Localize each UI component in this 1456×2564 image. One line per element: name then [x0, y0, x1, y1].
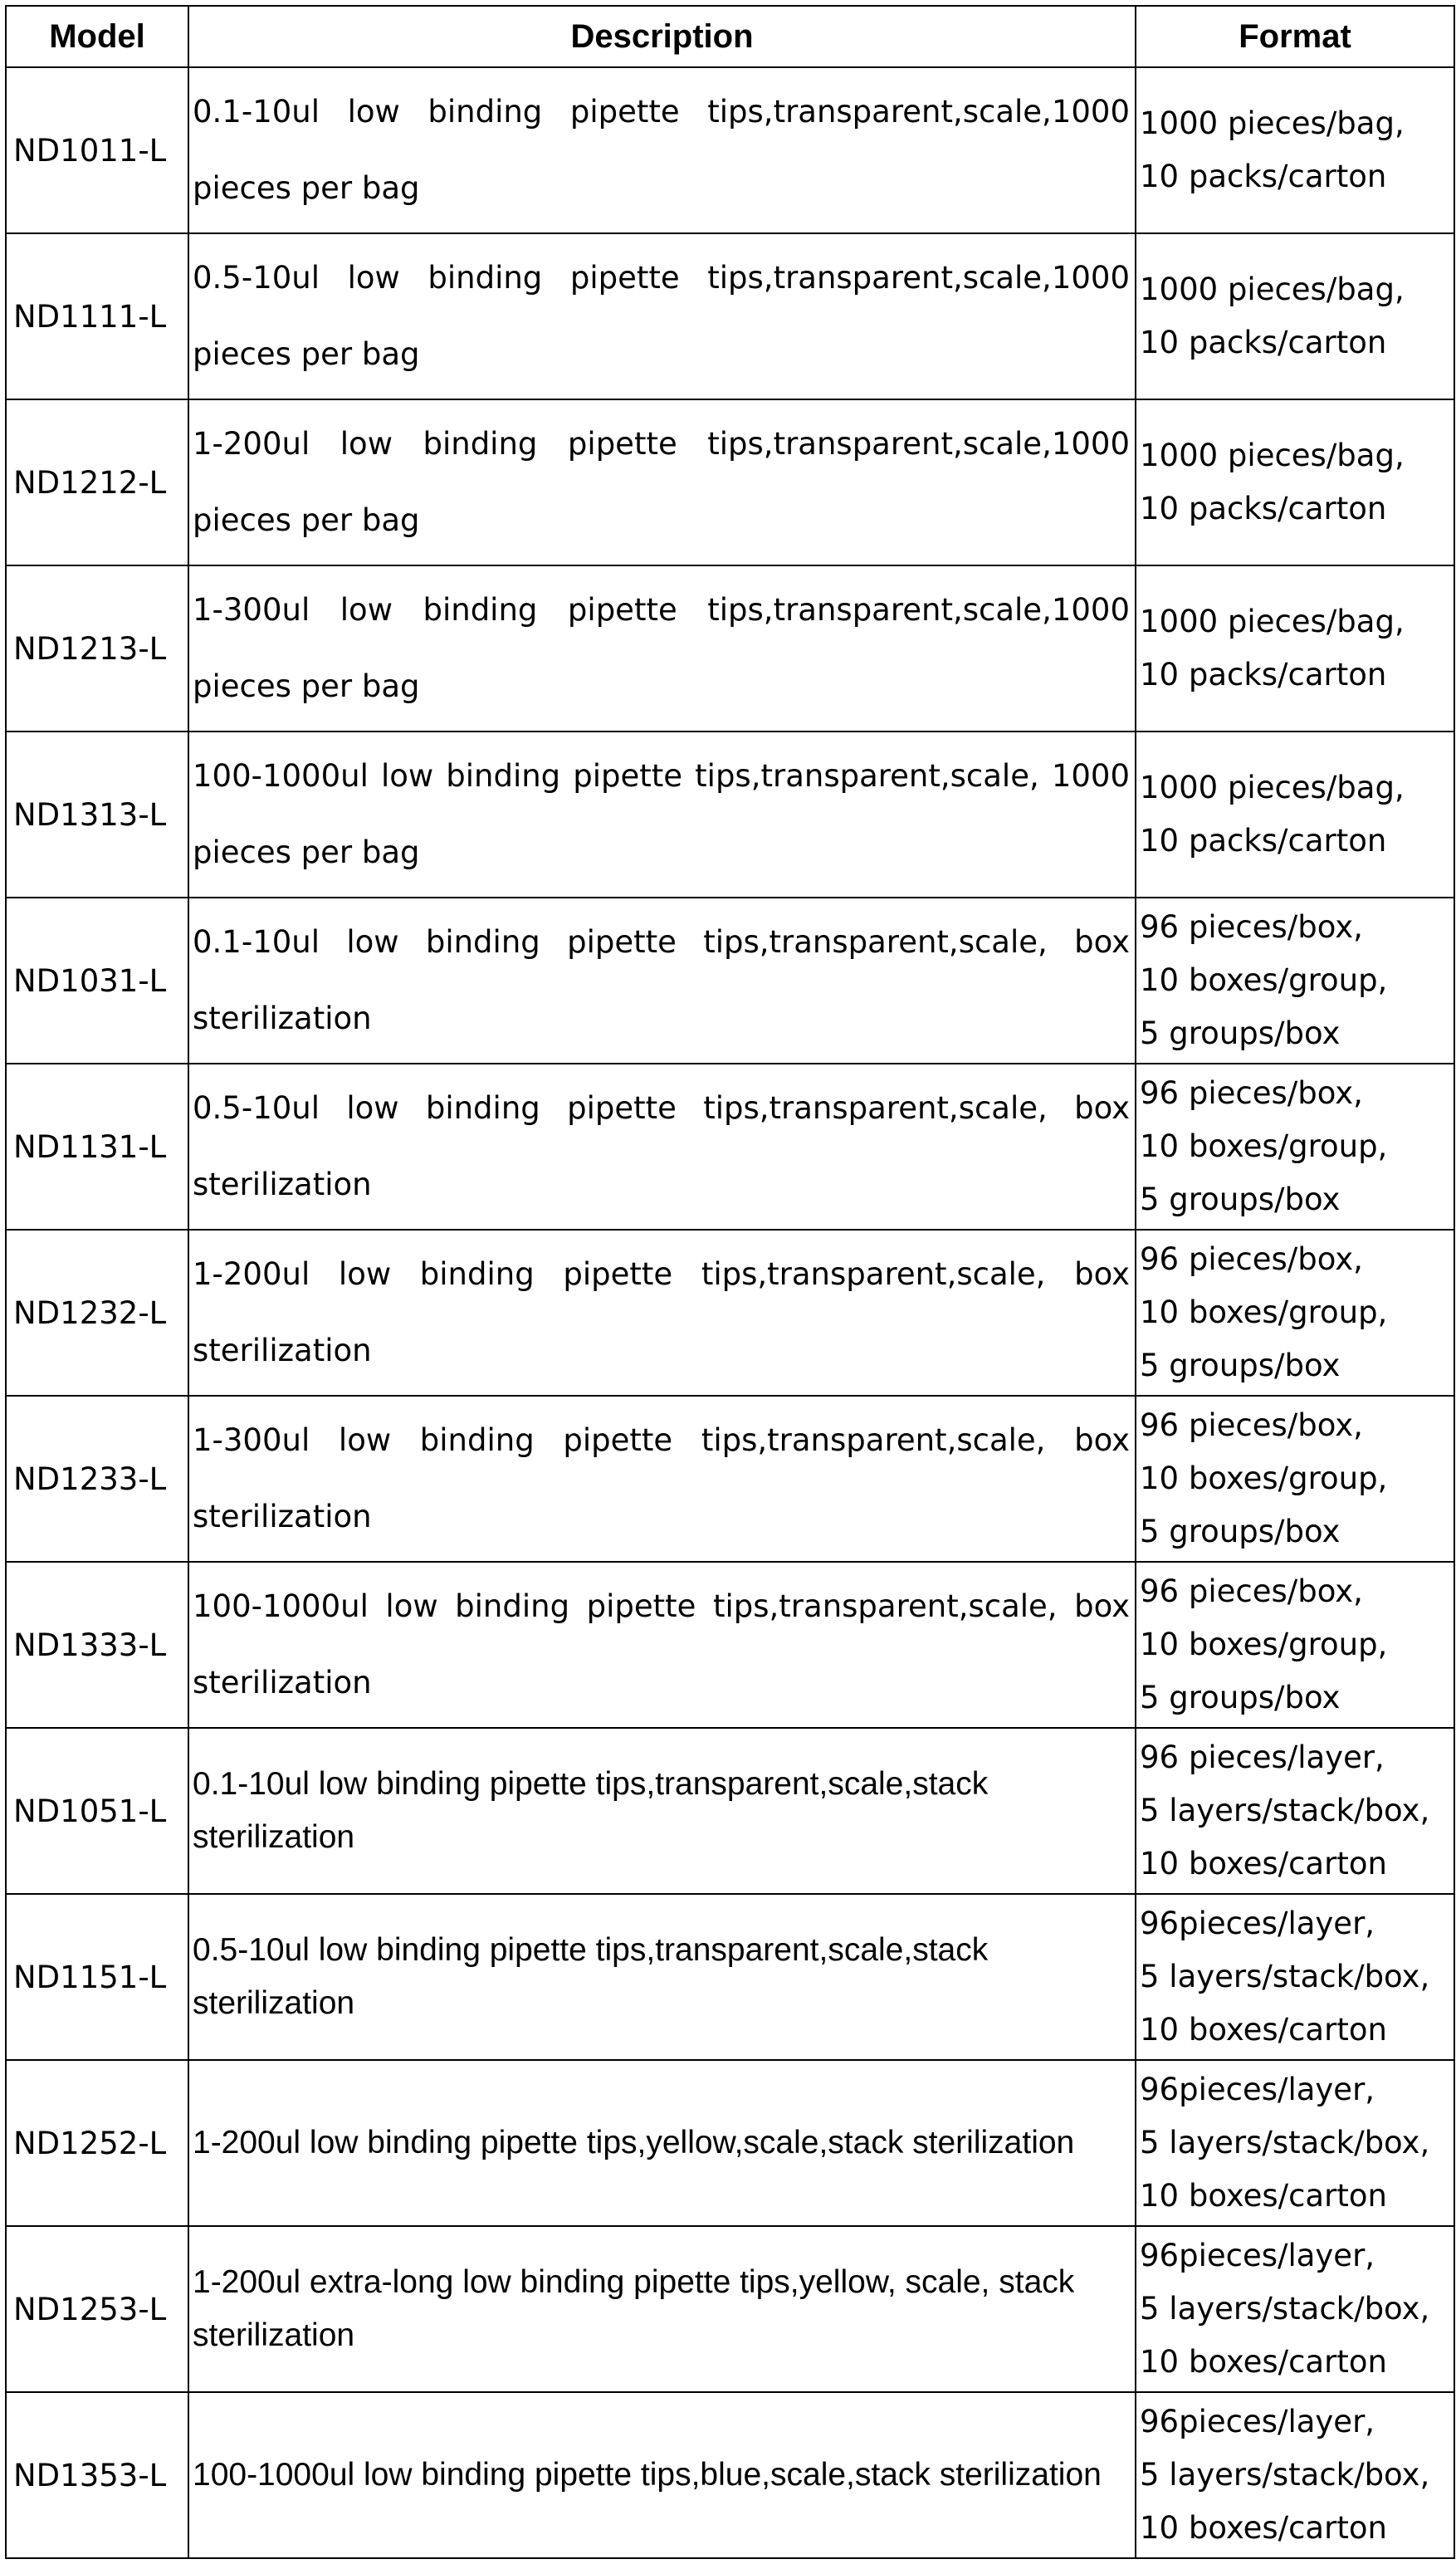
model-cell: ND1051-L — [6, 1728, 188, 1894]
format-cell: 96 pieces/box, 10 boxes/group, 5 groups/box — [1136, 898, 1454, 1064]
format-cell: 1000 pieces/bag, 10 packs/carton — [1136, 399, 1454, 565]
table-row — [6, 1064, 1454, 1230]
table-row — [6, 732, 1454, 898]
model-cell: ND1151-L — [6, 1894, 188, 2060]
format-cell: 96pieces/layer, 5 layers/stack/box, 10 boxes/carton — [1136, 2392, 1454, 2558]
table-row — [6, 1396, 1454, 1562]
format-cell: 96pieces/layer, 5 layers/stack/box, 10 boxes/carton — [1136, 1894, 1454, 2060]
description-cell: 1-200ul low binding pipette tips,yellow,scale,stack sterilization — [188, 2060, 1136, 2226]
model-cell: ND1011-L — [6, 67, 188, 233]
format-cell: 96 pieces/layer, 5 layers/stack/box, 10 boxes/carton — [1136, 1728, 1454, 1894]
description-cell: 0.1-10ul low binding pipette tips,transparent,scale, box sterilization — [188, 898, 1136, 1064]
description-cell: 1-300ul low binding pipette tips,transparent,scale,1000 pieces per bag — [188, 565, 1136, 732]
model-cell: ND1111-L — [6, 233, 188, 399]
format-cell: 96 pieces/box, 10 boxes/group, 5 groups/box — [1136, 1230, 1454, 1396]
table-row — [6, 565, 1454, 732]
model-cell: ND1353-L — [6, 2392, 188, 2558]
format-cell: 96 pieces/box, 10 boxes/group, 5 groups/box — [1136, 1064, 1454, 1230]
format-cell: 1000 pieces/bag, 10 packs/carton — [1136, 233, 1454, 399]
table-row — [6, 1230, 1454, 1396]
format-cell: 1000 pieces/bag, 10 packs/carton — [1136, 565, 1454, 732]
table-row — [6, 898, 1454, 1064]
header-row — [6, 6, 1454, 67]
table-row — [6, 2226, 1454, 2392]
description-cell: 0.5-10ul low binding pipette tips,transparent,scale,1000 pieces per bag — [188, 233, 1136, 399]
format-cell: 1000 pieces/bag, 10 packs/carton — [1136, 732, 1454, 898]
model-cell: ND1333-L — [6, 1562, 188, 1728]
description-cell: 0.1-10ul low binding pipette tips,transparent,scale,1000 pieces per bag — [188, 67, 1136, 233]
model-cell: ND1131-L — [6, 1064, 188, 1230]
model-cell: ND1213-L — [6, 565, 188, 732]
format-cell: 96pieces/layer, 5 layers/stack/box, 10 boxes/carton — [1136, 2060, 1454, 2226]
description-cell: 1-200ul low binding pipette tips,transparent,scale, box sterilization — [188, 1230, 1136, 1396]
format-cell: 96pieces/layer, 5 layers/stack/box, 10 boxes/carton — [1136, 2226, 1454, 2392]
description-cell: 1-200ul extra-long low binding pipette tips,yellow, scale, stack sterilization — [188, 2226, 1136, 2392]
description-cell: 0.5-10ul low binding pipette tips,transparent,scale, box sterilization — [188, 1064, 1136, 1230]
description-cell: 100-1000ul low binding pipette tips,blue,scale,stack sterilization — [188, 2392, 1136, 2558]
model-cell: ND1212-L — [6, 399, 188, 565]
description-cell: 1-300ul low binding pipette tips,transparent,scale, box sterilization — [188, 1396, 1136, 1562]
format-cell: 1000 pieces/bag, 10 packs/carton — [1136, 67, 1454, 233]
header-description: Description — [188, 6, 1136, 67]
model-cell: ND1313-L — [6, 732, 188, 898]
header-model: Model — [6, 6, 188, 67]
model-cell: ND1232-L — [6, 1230, 188, 1396]
table-row — [6, 1894, 1454, 2060]
model-cell: ND1031-L — [6, 898, 188, 1064]
description-cell: 100-1000ul low binding pipette tips,transparent,scale, box sterilization — [188, 1562, 1136, 1728]
table-row — [6, 2392, 1454, 2558]
model-cell: ND1233-L — [6, 1396, 188, 1562]
document-page — [5, 5, 1454, 2559]
table-row — [6, 2060, 1454, 2226]
table-row — [6, 67, 1454, 233]
header-format: Format — [1136, 6, 1454, 67]
table-row — [6, 399, 1454, 565]
table-row — [6, 233, 1454, 399]
product-spec-table — [5, 5, 1455, 2559]
description-cell: 100-1000ul low binding pipette tips,transparent,scale, 1000 pieces per bag — [188, 732, 1136, 898]
format-cell: 96 pieces/box, 10 boxes/group, 5 groups/box — [1136, 1562, 1454, 1728]
description-cell: 0.1-10ul low binding pipette tips,transparent,scale,stack sterilization — [188, 1728, 1136, 1894]
model-cell: ND1252-L — [6, 2060, 188, 2226]
model-cell: ND1253-L — [6, 2226, 188, 2392]
table-row — [6, 1562, 1454, 1728]
description-cell: 0.5-10ul low binding pipette tips,transparent,scale,stack sterilization — [188, 1894, 1136, 2060]
format-cell: 96 pieces/box, 10 boxes/group, 5 groups/box — [1136, 1396, 1454, 1562]
description-cell: 1-200ul low binding pipette tips,transparent,scale,1000 pieces per bag — [188, 399, 1136, 565]
table-row — [6, 1728, 1454, 1894]
